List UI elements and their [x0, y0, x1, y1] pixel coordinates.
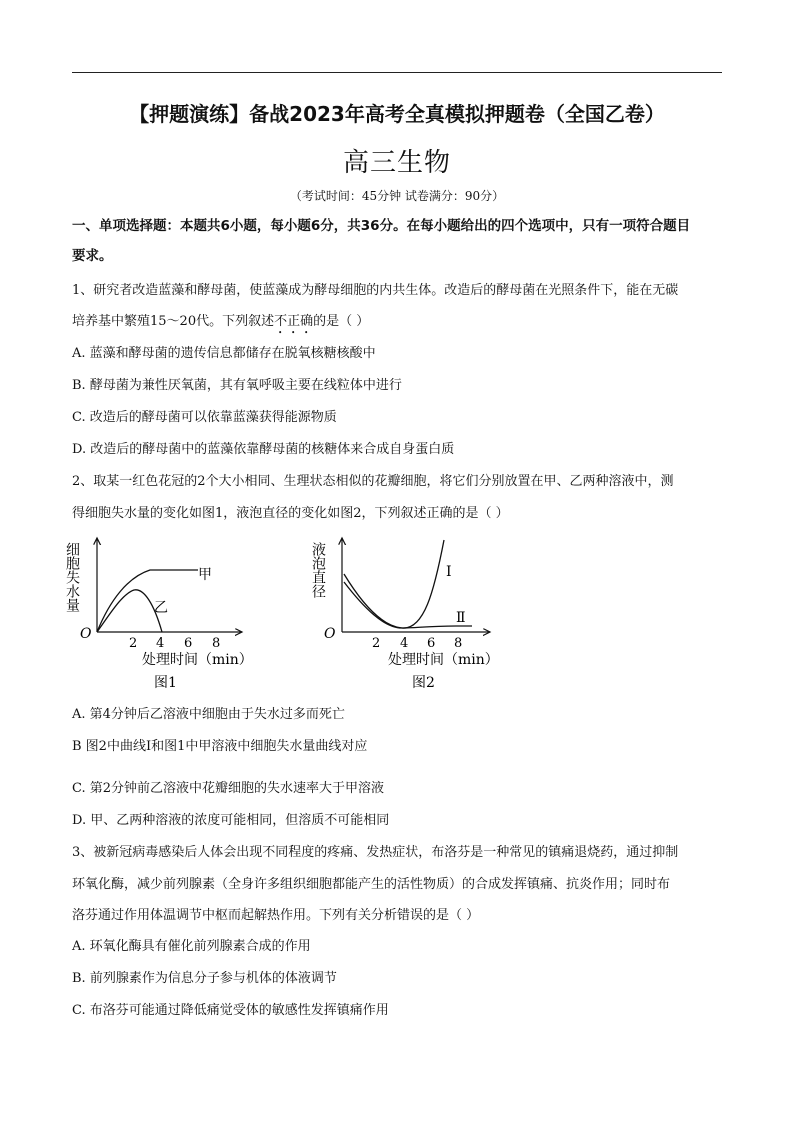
- fig2-label-1: Ⅰ: [446, 564, 452, 580]
- q3-option-b: B. 前列腺素作为信息分子参与机体的体液调节: [72, 971, 337, 986]
- figure-2: [310, 532, 506, 692]
- q3-stem-line3: 洛芬通过作用体温调节中枢而起解热作用。下列有关分析错误的是（ ）: [72, 908, 480, 923]
- q3-stem-line2: 环氧化酶，减少前列腺素（全身许多组织细胞都能产生的活性物质）的合成发挥镇痛、抗炎作用；同时布: [72, 877, 671, 892]
- q1-option-c: C. 改造后的酵母菌可以依靠蓝藻获得能源物质: [72, 410, 337, 425]
- figure-1: [64, 532, 260, 692]
- top-rule: [72, 72, 722, 73]
- q3-option-a: A. 环氧化酶具有催化前列腺素合成的作用: [72, 939, 311, 954]
- fig2-tick-4: 4: [400, 636, 409, 651]
- q1-stem-pre: 培养基中繁殖15～20代。下列叙述: [72, 314, 275, 329]
- fig2-label-2: Ⅱ: [456, 610, 466, 626]
- fig2-curve-1: [344, 540, 444, 628]
- q1-option-b: B. 酵母菌为兼性厌氧菌，其有氧呼吸主要在线粒体中进行: [72, 378, 402, 393]
- fig1-caption: 图1: [154, 675, 177, 691]
- q1-emphasis: 不正确: [274, 314, 314, 329]
- section-heading-line1: 一、单项选择题：本题共6小题，每小题6分，共36分。在每小题给出的四个选项中，只有一项符合题目: [72, 218, 691, 234]
- q3-stem-line1: 3、被新冠病毒感染后人体会出现不同程度的疼痛、发热症状，布洛芬是一种常见的镇痛退烧药，通过抑制: [72, 845, 679, 860]
- fig1-tick-6: 6: [184, 636, 193, 651]
- exam-info: （考试时间：45分钟 试卷满分：90分）: [289, 189, 505, 203]
- subject-title: 高三生物: [342, 148, 451, 178]
- q1-stem-line1: 1、研究者改造蓝藻和酵母菌，使蓝藻成为酵母细胞的内共生体。改造后的酵母菌在光照条件下，能在无碳: [72, 283, 679, 298]
- q1-stem-post: 的是（ ）: [313, 314, 370, 329]
- q2-stem-line2: 得细胞失水量的变化如图1，液泡直径的变化如图2，下列叙述正确的是（ ）: [72, 506, 509, 521]
- fig1-tick-4: 4: [156, 636, 165, 651]
- q2-option-b: B 图2中曲线Ⅰ和图1中甲溶液中细胞失水量曲线对应: [72, 739, 368, 754]
- q1-option-d: D. 改造后的酵母菌中的蓝藻依靠酵母菌的核糖体来合成自身蛋白质: [72, 442, 455, 457]
- paper-title: 【押题演练】备战2023年高考全真模拟押题卷（全国乙卷）: [129, 102, 665, 126]
- fig1-x-label: 处理时间（min）: [142, 652, 253, 668]
- fig1-y-label: 细胞失水量: [64, 542, 80, 612]
- fig1-label-yi: 乙: [154, 600, 168, 616]
- fig1-origin: O: [80, 626, 92, 642]
- q1-option-a: A. 蓝藻和酵母菌的遗传信息都储存在脱氧核糖核酸中: [72, 346, 376, 361]
- fig1-curve-jia: [97, 570, 198, 632]
- fig2-caption: 图2: [412, 675, 435, 691]
- fig2-curve-2: [344, 582, 472, 628]
- fig2-y-label: 液泡直径: [310, 542, 326, 598]
- fig2-tick-2: 2: [372, 636, 381, 651]
- q1-stem-line2: [72, 306, 727, 337]
- fig1-label-jia: 甲: [198, 567, 212, 583]
- q2-stem-line1: 2、取某一红色花冠的2个大小相同、生理状态相似的花瓣细胞，将它们分别放置在甲、乙两种溶液中，测: [72, 474, 674, 489]
- q2-option-d: D. 甲、乙两种溶液的浓度可能相同，但溶质不可能相同: [72, 813, 390, 828]
- fig2-origin: O: [324, 626, 336, 642]
- fig1-tick-8: 8: [212, 636, 221, 651]
- q2-option-c: C. 第2分钟前乙溶液中花瓣细胞的失水速率大于甲溶液: [72, 781, 385, 796]
- section-heading-line2: 要求。: [72, 248, 113, 264]
- q3-option-c: C. 布洛芬可能通过降低痛觉受体的敏感性发挥镇痛作用: [72, 1003, 389, 1018]
- fig2-x-label: 处理时间（min）: [388, 652, 499, 668]
- q2-option-a: A. 第4分钟后乙溶液中细胞由于失水过多而死亡: [72, 707, 345, 722]
- fig2-tick-8: 8: [454, 636, 463, 651]
- fig1-tick-2: 2: [129, 636, 138, 651]
- fig2-tick-6: 6: [427, 636, 436, 651]
